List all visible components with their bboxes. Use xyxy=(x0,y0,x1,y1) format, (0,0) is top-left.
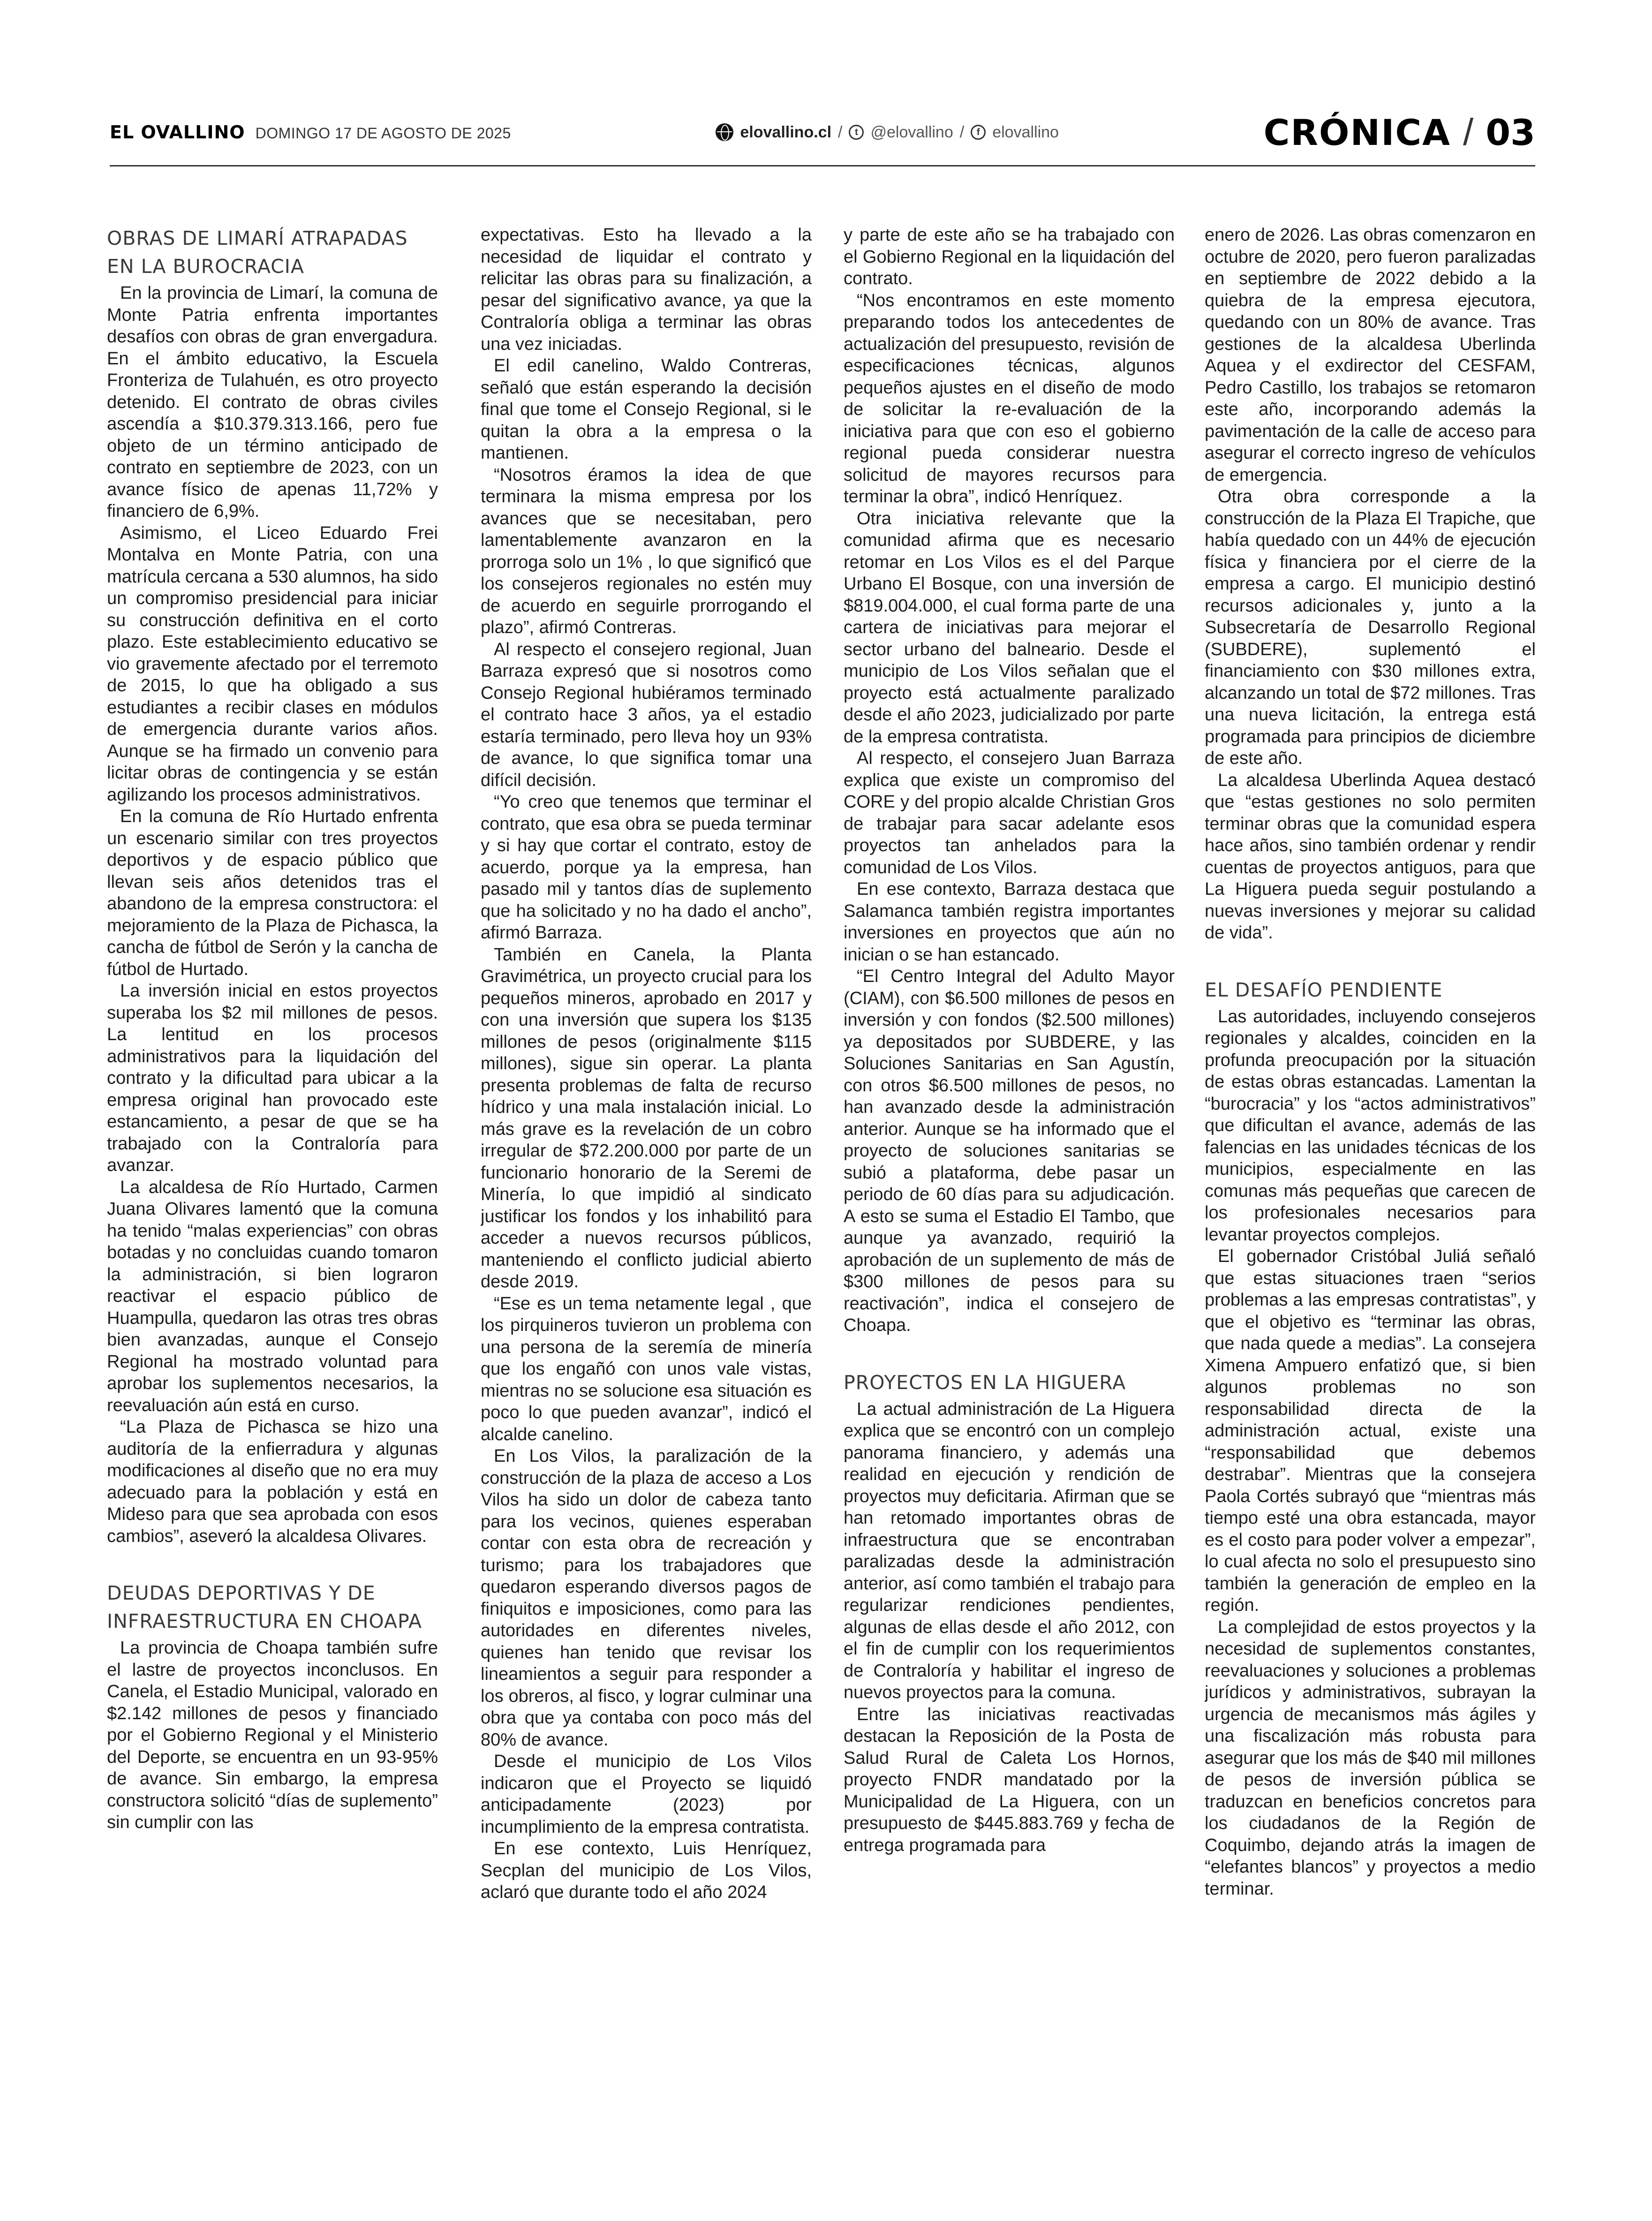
article-paragraph: En ese contexto, Barraza destaca que Salamanca también registra importantes inversiones en proyectos que aún no inician o se han estancado. xyxy=(844,879,1175,965)
section-subhead: EL DESAFÍO PENDIENTE xyxy=(1205,978,1443,1001)
article-paragraph: Asimismo, el Liceo Eduardo Frei Montalva en Monte Patria, con una matrícula cercana a 530 alumnos, ha sido un compromiso presidencial para iniciar su construcción definitiva en el corto plazo. Este establecimiento educativo se vio gravemente afectado por el terremoto de 2015, lo que ha obligado a sus estudiantes a recibir clases en módulos de emergencia durante varios años. Aunque se ha firmado un convenio para licitar obras de contingencia y se están agilizando los procesos administrativos. xyxy=(107,523,438,805)
section-slash: / xyxy=(1463,111,1474,153)
article-paragraph: “Ese es un tema netamente legal , que los pirquineros tuvieron un problema con una persona de la seremía de minería que los engañó con unos vale vistas, mientras no se solucione esa situación es poco lo que pueden avanzar”, indicó el alcalde canelino. xyxy=(481,1293,812,1444)
article-paragraph: La inversión inicial en estos proyectos superaba los $2 mil millones de pesos. La lentitud en los procesos administrativos para la liquidación del contrato y la dificultad para ubicar a la empresa original han provocado este estancamiento, a pesar de que se ha trabajado con la Contraloría para avanzar. xyxy=(107,981,438,1175)
article-paragraph: También en Canela, la Planta Gravimétrica, un proyecto crucial para los pequeños mineros, aprobado en 2017 y con una inversión que supera los $135 millones de pesos (originalmente $115 millones), sigue sin operar. La planta presenta problemas de falta de recurso hídrico y una mala instalación inicial. Lo más grave es la revelación de un cobro irregular de $72.200.000 por parte de un funcionario honorario de la Seremi de Minería, lo que impidió al sindicato justificar los fondos y los inhabilitó para acceder a nuevos recursos públicos, manteniendo el conflicto judicial abierto desde 2019. xyxy=(481,944,812,1292)
website-link[interactable]: elovallino.cl xyxy=(740,123,832,141)
article-paragraph: enero de 2026. Las obras comenzaron en octubre de 2020, pero fueron paralizadas en septiembre de 2022 debido a la quiebra de la empresa ejecutora, quedando con un 80% de avance. Tras gestiones de la alcaldesa Uberlinda Aquea y el exdirector del CESFAM, Pedro Castillo, los trabajos se retomaron este año, incorporando además la pavimentación de la calle de acceso para asegurar el correcto ingreso de vehículos de emergencia. xyxy=(1205,225,1536,485)
article-paragraph: La alcaldesa Uberlinda Aquea destacó que “estas gestiones no solo permiten terminar obras que la comunidad espera hace años, sino también ordenar y rendir cuentas de proyectos antiguos, para que La Higuera pueda seguir postulando a nuevas inversiones y mejorar su calidad de vida”. xyxy=(1205,770,1536,943)
section-subhead: DEUDAS DEPORTIVAS Y DE INFRAESTRUCTURA EN CHOAPA xyxy=(107,1582,422,1632)
article-paragraph: El gobernador Cristóbal Juliá señaló que estas situaciones traen “serios problemas a las empresas contratistas”, y que el objetivo es “terminar las obras, que nada quede a medias”. La consejera Ximena Ampuero enfatizó que, si bien algunos problemas no son responsabilidad directa de la administración actual, existe una “responsabilidad que debemos destrabar”. Mientras que la consejera Paola Cortés subrayó que “mientras más tiempo esté una obra estancada, mayor es el costo para poder volver a empezar”, lo cual afecta no solo el presupuesto sino también la generación de empleo en la región. xyxy=(1205,1246,1536,1615)
globe-icon xyxy=(716,123,733,141)
article-column-2 xyxy=(481,224,812,2203)
header-rule xyxy=(110,165,1535,166)
twitter-icon: t xyxy=(849,125,864,140)
article-paragraph: Otra obra corresponde a la construcción de la Plaza El Trapiche, que había quedado con un 44% de ejecución física y financiera por el cierre de la empresa a cargo. El municipio destinó recursos adicionales y, junto a la Subsecretaría de Desarrollo Regional (SUBDERE), suplementó el financiamiento con $30 millones extra, alcanzando un total de $72 millones. Tras una nueva licitación, la entrega está programada para principios de diciembre de este año. xyxy=(1205,487,1536,768)
twitter-handle[interactable]: @elovallino xyxy=(870,123,953,141)
article-paragraph: El edil canelino, Waldo Contreras, señaló que están esperando la decisión final que tome el Consejo Regional, si le quitan la obra a la empresa o la mantienen. xyxy=(481,356,812,463)
article-paragraph: En Los Vilos, la paralización de la construcción de la plaza de acceso a Los Vilos ha sido un dolor de cabeza tanto para los vecinos, quienes esperaban contar con esta obra de recreación y turismo; para los trabajadores que quedaron esperando diversos pagos de finiquitos e imposiciones, como para las autoridades en diferentes niveles, quienes han tenido que revisar los lineamientos a seguir para responder a los obreros, al fisco, y lograr culminar una obra que ya contaba con poco más del 80% de avance. xyxy=(481,1446,812,1750)
article-paragraph: En la provincia de Limarí, la comuna de Monte Patria enfrenta importantes desafíos con obras de gran envergadura. En el ámbito educativo, la Escuela Fronteriza de Tulahuén, es otro proyecto detenido. El contrato de obras civiles ascendía a $10.379.313.166, pero fue objeto de un término anticipado de contrato en septiembre de 2023, con un avance físico de apenas 11,72% y financiero de 6,9%. xyxy=(107,283,438,521)
article-paragraph: En ese contexto, Luis Henríquez, Secplan del municipio de Los Vilos, aclaró que durante todo el año 2024 xyxy=(481,1839,812,1902)
article-column-4 xyxy=(1205,224,1536,2203)
article-paragraph: Al respecto, el consejero Juan Barraza explica que existe un compromiso del CORE y del propio alcalde Christian Gros de trabajar para sacar adelante esos proyectos tan anhelados para la comunidad de Los Vilos. xyxy=(844,748,1175,877)
section-subhead: OBRAS DE LIMARÍ ATRAPADAS EN LA BUROCRACIA xyxy=(107,227,408,278)
article-paragraph: “Nos encontramos en este momento preparando todos los antecedentes de actualización del presupuesto, revisión de especificaciones técnicas, algunos pequeños ajustes en el diseño de modo de solicitar la re-evaluación de la iniciativa para que con eso el gobierno regional pueda considerar nuestra solicitud de mayores recursos para terminar la obra”, indicó Henríquez. xyxy=(844,290,1175,506)
separator-slash: / xyxy=(959,123,965,141)
issue-date: DOMINGO 17 DE AGOSTO DE 2025 xyxy=(255,125,511,142)
article-paragraph: “La Plaza de Pichasca se hizo una auditoría de la enfierradura y algunas modificaciones al diseño que no era muy adecuado para la población y está en Mideso para que sea aprobada con esos cambios”, aseveró la alcaldesa Olivares. xyxy=(107,1417,438,1546)
facebook-handle[interactable]: elovallino xyxy=(992,123,1059,141)
page-number: 03 xyxy=(1486,112,1535,153)
section-name: CRÓNICA xyxy=(1263,112,1451,153)
article-paragraph: y parte de este año se ha trabajado con el Gobierno Regional en la liquidación del contrato. xyxy=(844,225,1175,288)
article-paragraph: La alcaldesa de Río Hurtado, Carmen Juana Olivares lamentó que la comuna ha tenido “malas experiencias” con obras botadas y no concluidas cuando tomaron la administración, si bien lograron reactivar el espacio público de Huampulla, quedaron las otras tres obras bien avanzadas, aunque el Consejo Regional ha mostrado voluntad para aprobar los suplementos necesarios, la reevaluación aún está en curso. xyxy=(107,1177,438,1415)
article-paragraph: Al respecto el consejero regional, Juan Barraza expresó que si nosotros como Consejo Regional hubiéramos terminado el contrato hace 3 años, ya el estadio estaría terminado, pero lleva hoy un 93% de avance, lo que significa tomar una difícil decisión. xyxy=(481,639,812,790)
article-paragraph: En la comuna de Río Hurtado enfrenta un escenario similar con tres proyectos deportivos y de espacio público que llevan seis años detenidos tras el abandono de la empresa constructora: el mejoramiento de la Plaza de Pichasca, la cancha de fútbol de Serón y la cancha de fútbol de Hurtado. xyxy=(107,807,438,979)
article-paragraph: Las autoridades, incluyendo consejeros regionales y alcaldes, coinciden en la profunda preocupación por la situación de estas obras estancadas. Lamentan la “burocracia” y los “actos administrativos” que dificultan el avance, además de las falencias en las unidades técnicas de los municipios, especialmente en las comunas más pequeñas que carecen de los profesionales necesarios para levantar proyectos complejos. xyxy=(1205,1006,1536,1245)
article-body xyxy=(107,224,1536,2203)
article-column-1 xyxy=(107,224,438,2203)
article-paragraph: La actual administración de La Higuera explica que se encontró con un complejo panorama financiero, y además una realidad en ejecución y rendición de proyectos muy deficitaria. Afirman que se han retomado importantes obras de infraestructura que se encontraban paralizadas desde la administración anterior, así como también el trabajo para regularizar rendiciones pendientes, algunas de ellas desde el año 2012, con el fin de cumplir con los requerimientos de Contraloría y habilitar el ingreso de nuevos proyectos para la comuna. xyxy=(844,1399,1175,1702)
article-column-3 xyxy=(844,224,1175,2203)
social-links xyxy=(716,123,1059,142)
separator-slash: / xyxy=(838,123,843,141)
article-paragraph: expectativas. Esto ha llevado a la necesidad de liquidar el contrato y relicitar las obras para su finalización, a pesar del significativo avance, ya que la Contraloría obliga a terminar las obras una vez iniciadas. xyxy=(481,225,812,354)
section-subhead: PROYECTOS EN LA HIGUERA xyxy=(844,1371,1126,1394)
section-label xyxy=(1264,111,1535,154)
article-paragraph: Desde el municipio de Los Vilos indicaron que el Proyecto se liquidó anticipadamente (2023) por incumplimiento de la empresa contratista. xyxy=(481,1752,812,1837)
article-paragraph: “Nosotros éramos la idea de que terminara la misma empresa por los avances que se necesitaban, pero lamentablemente avanzaron en la prorroga solo un 1% , lo que significó que los consejeros regionales no estén muy de acuerdo en seguirle prorrogando el plazo”, afirmó Contreras. xyxy=(481,465,812,637)
article-paragraph: “Yo creo que tenemos que terminar el contrato, que esa obra se pueda terminar y si hay que cortar el contrato, estoy de acuerdo, porque ya la empresa, han pasado mil y tantos días de suplemento que ha solicitado y no ha dado el ancho”, afirmó Barraza. xyxy=(481,792,812,943)
article-paragraph: La complejidad de estos proyectos y la necesidad de suplementos constantes, reevaluaciones y soluciones a problemas jurídicos y administrativos, subrayan la urgencia de mecanismos más ágiles y una fiscalización más robusta para asegurar que los más de $40 mil millones de pesos de inversión pública se traduzcan en beneficios concretos para los ciudadanos de la Región de Coquimbo, dejando atrás la imagen de “elefantes blancos” y proyectos a medio terminar. xyxy=(1205,1617,1536,1899)
article-paragraph: Entre las iniciativas reactivadas destacan la Reposición de la Posta de Salud Rural de Caleta Los Hornos, proyecto FNDR mandatado por la Municipalidad de La Higuera, con un presupuesto de $445.883.769 y fecha de entrega programada para xyxy=(844,1704,1175,1855)
article-paragraph: “El Centro Integral del Adulto Mayor (CIAM), con $6.500 millones de pesos en inversión y con fondos ($2.500 millones) ya depositados por SUBDERE, y las Soluciones Sanitarias en San Agustín, con otros $6.500 millones de pesos, no han avanzado desde la administración anterior. Aunque se ha informado que el proyecto de soluciones sanitarias se subió a plataforma, debe pasar un periodo de 60 días para su adjudicación. A esto se suma el Estadio El Tambo, que aunque ya avanzado, requirió la aprobación de un suplemento de más de $300 millones de pesos para su reactivación”, indica el consejero de Choapa. xyxy=(844,967,1175,1335)
page-header xyxy=(110,109,1535,156)
facebook-icon: f xyxy=(971,125,986,140)
article-paragraph: La provincia de Choapa también sufre el lastre de proyectos inconclusos. En Canela, el Estadio Municipal, valorado en $2.142 millones de pesos y financiado por el Gobierno Regional y el Ministerio del Deporte, se encuentra en un 93-95% de avance. Sin embargo, la empresa constructora solicitó “días de suplemento” sin cumplir con las xyxy=(107,1638,438,1832)
article-paragraph: Otra iniciativa relevante que la comunidad afirma que es necesario retomar en Los Vilos es el del Parque Urbano El Bosque, con una inversión de $819.004.000, el cual forma parte de una cartera de iniciativas para mejorar el sector urbano del balneario. Desde el municipio de Los Vilos señalan que el proyecto está actualmente paralizado desde el año 2023, judicializado por parte de la empresa contratista. xyxy=(844,508,1175,747)
newspaper-logo: EL OVALLINO xyxy=(110,122,245,143)
masthead xyxy=(110,122,511,143)
